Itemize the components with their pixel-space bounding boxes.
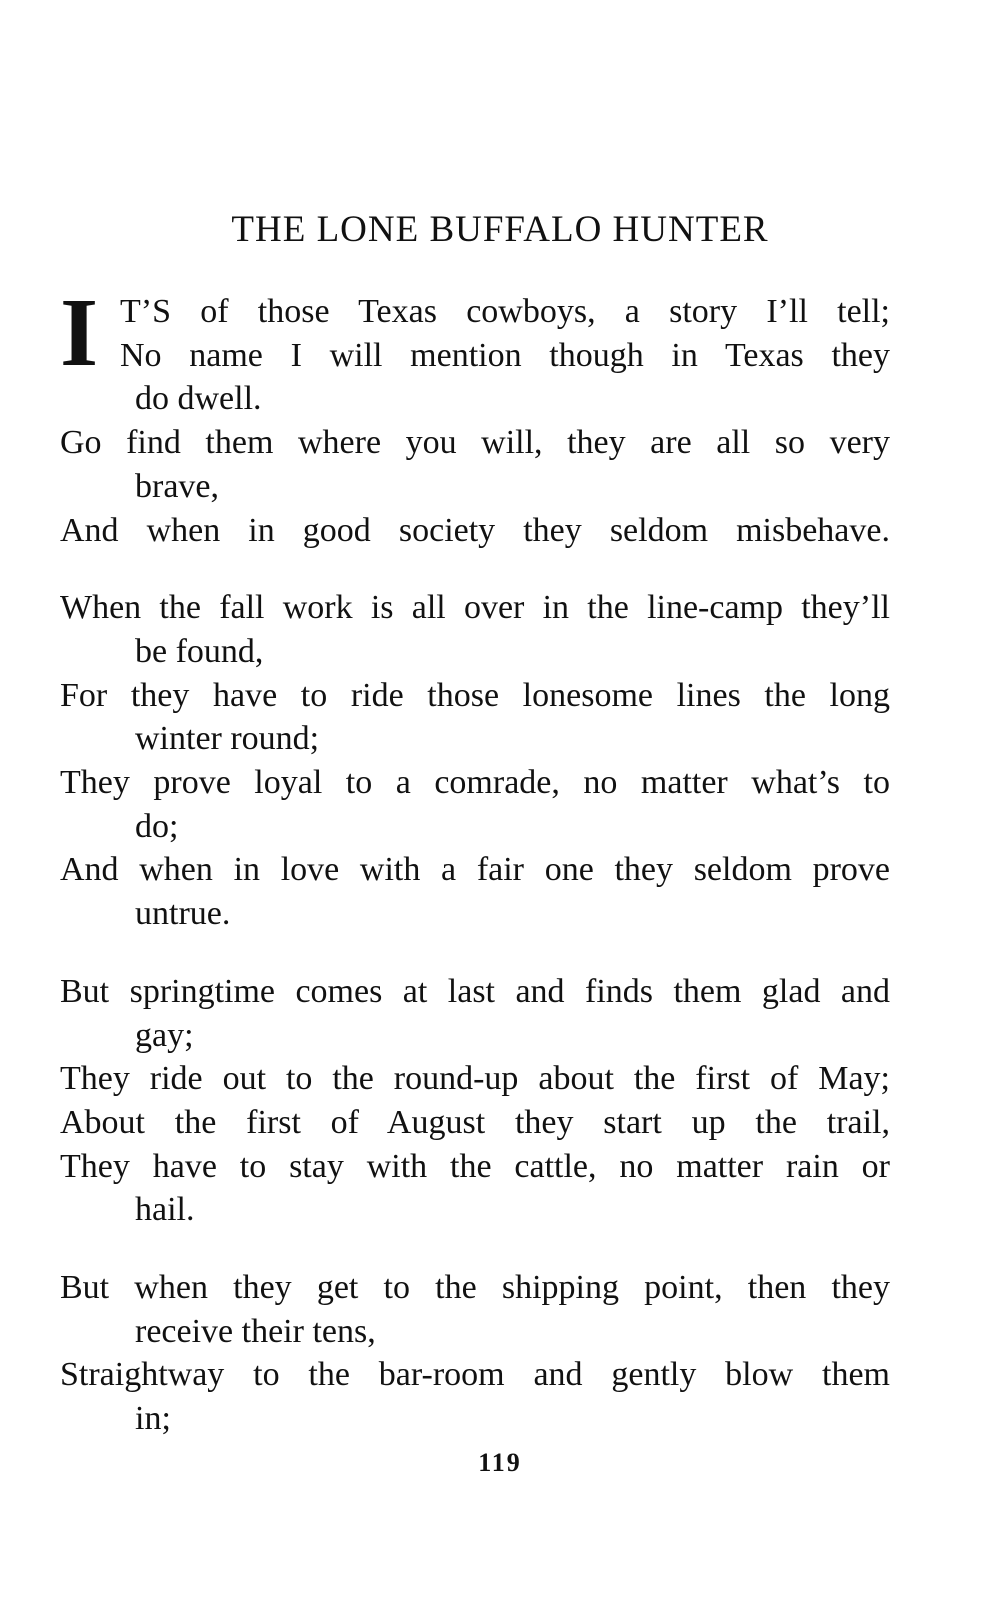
poem-line: No name I will mention though in Texas they [120,336,890,374]
poem-line: They have to stay with the cattle, no matter rain or [60,1147,890,1185]
poem-line: hail. [135,1191,195,1229]
stanza-4 [60,1266,890,1441]
poem-line: receive their tens, [135,1312,376,1350]
poem-line: do dwell. [135,380,262,418]
poem-line: But when they get to the shipping point, then they [60,1269,890,1307]
poem-line: And when in love with a fair one they seldom prove [60,851,890,889]
poem-line: winter round; [135,720,320,758]
poem-body [60,279,890,1441]
drop-cap: I [60,279,99,387]
poem-line: About the first of August they start up the trail, [60,1103,890,1141]
stanza-2 [60,586,890,936]
poem-line: T’S of those Texas cowboys, a story I’ll tell; [120,293,890,330]
poem-line: But springtime comes at last and finds them glad and [60,972,890,1010]
poem-line: They prove loyal to a comrade, no matter what’s to [60,764,890,802]
stanza-1 [60,279,890,552]
poem-line: gay; [135,1016,194,1054]
poem-line: And when in good society they seldom misbehave. [60,511,890,549]
poem-line: brave, [135,467,220,505]
poem-line: Go find them where you will, they are all so very [60,424,890,462]
poem-line: do; [135,807,179,845]
stanza-gap [60,552,890,586]
poem-title: THE LONE BUFFALO HUNTER [231,209,769,250]
poem-line: be found, [135,632,264,670]
poem-line: They ride out to the round-up about the first of May; [60,1060,890,1098]
stanza-gap [60,936,890,970]
stanza-gap [60,1232,890,1266]
poem-line: For they have to ride those lonesome lines the long [60,676,890,714]
opening-lines [60,279,890,421]
poem-line: When the fall work is all over in the line-camp they’ll [60,589,890,627]
poem-line: Straightway to the bar-room and gently blow them [60,1356,890,1394]
poem-line: in; [135,1400,171,1438]
page-number: 119 [478,1448,522,1477]
poem-line: untrue. [135,895,231,933]
stanza-3 [60,970,890,1232]
